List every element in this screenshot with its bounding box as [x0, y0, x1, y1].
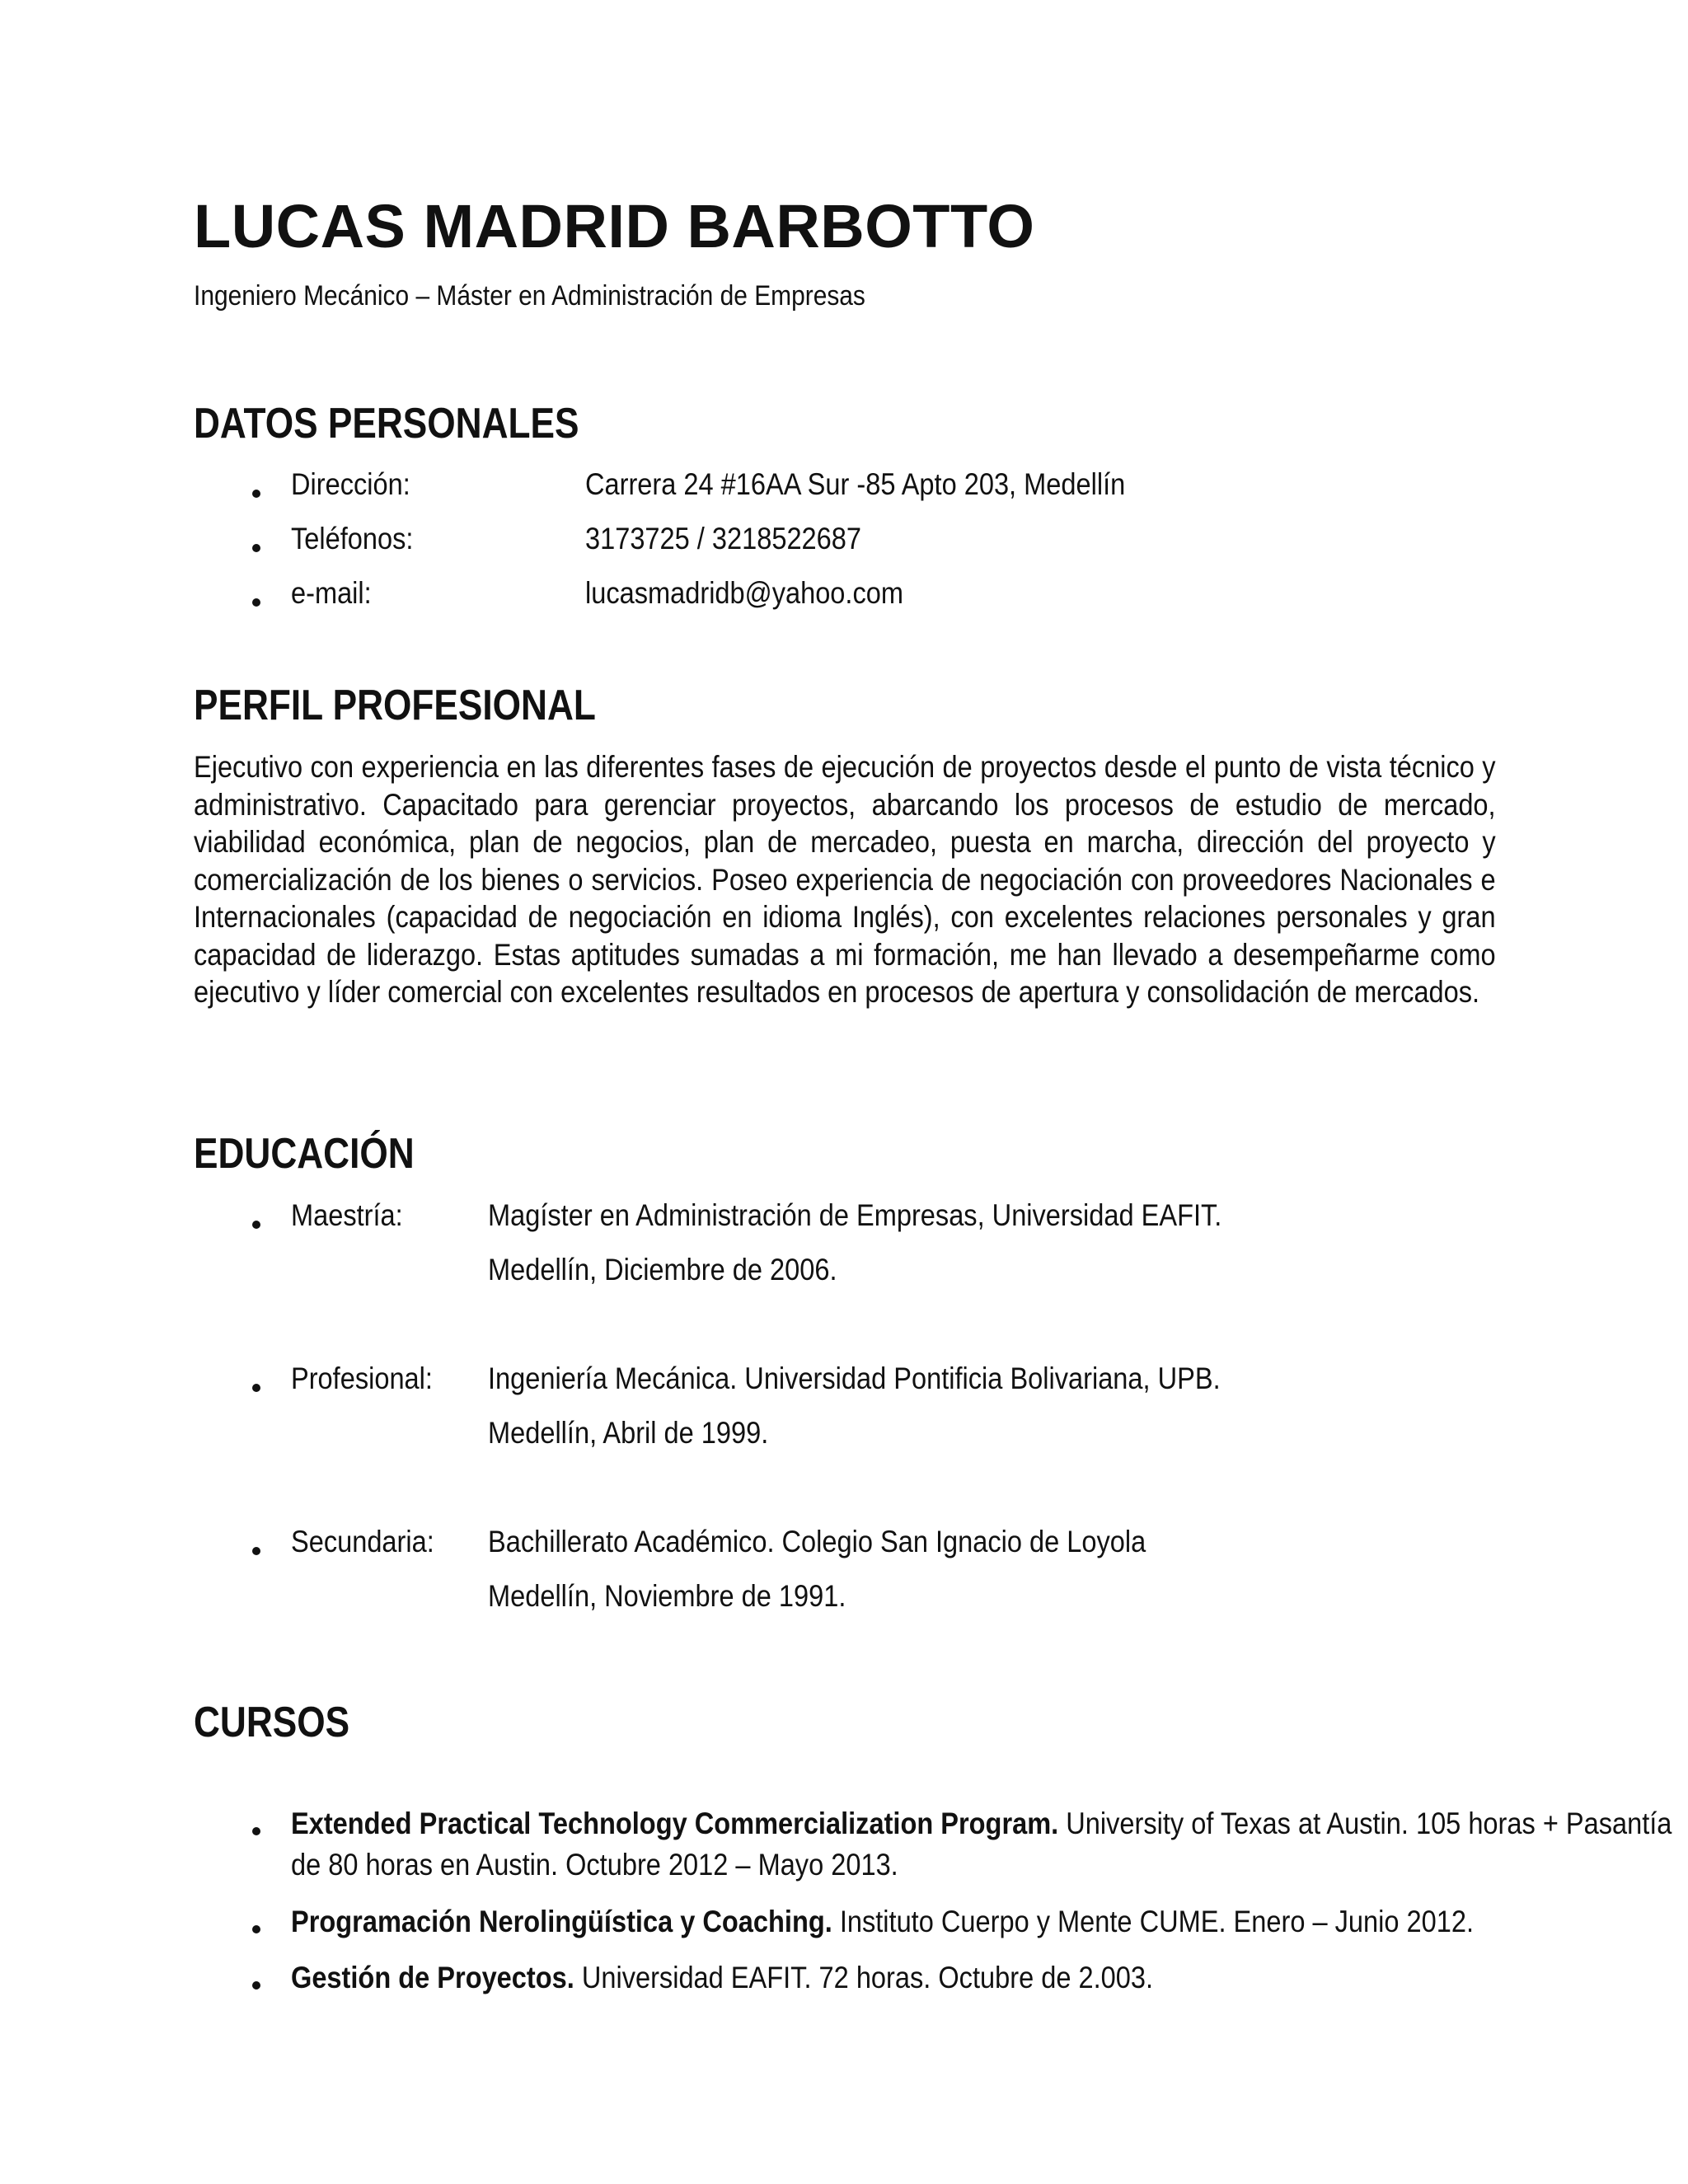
education-line2: Medellín, Abril de 1999. [488, 1416, 769, 1450]
course-text [291, 1803, 1676, 1886]
profile-paragraph: Ejecutivo con experiencia en las diferentes fases de ejecución de proyectos desde el punto de vista técnico y administrativo. Capacitado para gerenciar proyectos, abarcando los procesos de estudio de mercado, viabilidad económica, plan de negocios, plan de mercadeo, puesta en marcha, dirección del proyecto y comercialización de los bienes o servicios. Poseo experiencia de negociación con proveedores Nacionales e Internacionales (capacidad de negociación en idioma Inglés), con excelentes relaciones personales y gran capacidad de liderazgo. Estas aptitudes sumadas a mi formación, me han llevado a desempeñarme como ejecutivo y líder comercial con excelentes resultados en procesos de apertura y consolidación de mercados. [194, 750, 1496, 1009]
education-label: Profesional: [291, 1361, 433, 1395]
bullet-icon [252, 598, 260, 607]
bullet-icon [252, 1384, 260, 1392]
bullet-icon [252, 544, 260, 552]
course-title: Gestión de Proyectos. [291, 1961, 574, 1994]
education-label: Secundaria: [291, 1525, 434, 1558]
personal-value: 3173725 / 3218522687 [585, 522, 861, 555]
candidate-subtitle: Ingeniero Mecánico – Máster en Administración de Empresas [194, 280, 865, 312]
bullet-icon [252, 1221, 260, 1229]
course-details: Instituto Cuerpo y Mente CUME. Enero – Junio 2012. [832, 1905, 1475, 1938]
education-line1: Ingeniería Mecánica. Universidad Pontificia Bolivariana, UPB. [488, 1361, 1221, 1395]
section-title-profile: PERFIL PROFESIONAL [194, 682, 596, 729]
course-details: Universidad EAFIT. 72 horas. Octubre de 2.003. [574, 1961, 1154, 1994]
personal-label: Dirección: [291, 467, 410, 501]
bullet-icon [252, 490, 260, 498]
education-line2: Medellín, Diciembre de 2006. [488, 1253, 837, 1286]
course-text [291, 1901, 1688, 1943]
section-title-courses: CURSOS [194, 1699, 350, 1746]
bullet-icon [252, 1981, 260, 1990]
personal-value: lucasmadridb@yahoo.com [585, 576, 903, 610]
course-details: University of Texas at Austin. 105 horas + Pasantía de 80 horas en Austin. Octubre 2012 – Mayo 2013. [291, 1807, 1672, 1882]
personal-label: Teléfonos: [291, 522, 414, 555]
personal-value: Carrera 24 #16AA Sur -85 Apto 203, Medellín [585, 467, 1126, 501]
section-title-personal: DATOS PERSONALES [194, 400, 579, 448]
education-label: Maestría: [291, 1198, 403, 1232]
candidate-name: LUCAS MADRID BARBOTTO [194, 192, 1035, 260]
course-title: Programación Nerolingüística y Coaching. [291, 1905, 832, 1938]
personal-label: e-mail: [291, 576, 372, 610]
education-line2: Medellín, Noviembre de 1991. [488, 1579, 846, 1613]
education-line1: Magíster en Administración de Empresas, Universidad EAFIT. [488, 1198, 1222, 1232]
bullet-icon [252, 1925, 260, 1933]
education-line1: Bachillerato Académico. Colegio San Ignacio de Loyola [488, 1525, 1146, 1558]
course-text [291, 1957, 1688, 1999]
section-title-education: EDUCACIÓN [194, 1130, 415, 1178]
bullet-icon [252, 1547, 260, 1555]
course-title: Extended Practical Technology Commercialization Program. [291, 1807, 1059, 1840]
bullet-icon [252, 1827, 260, 1835]
